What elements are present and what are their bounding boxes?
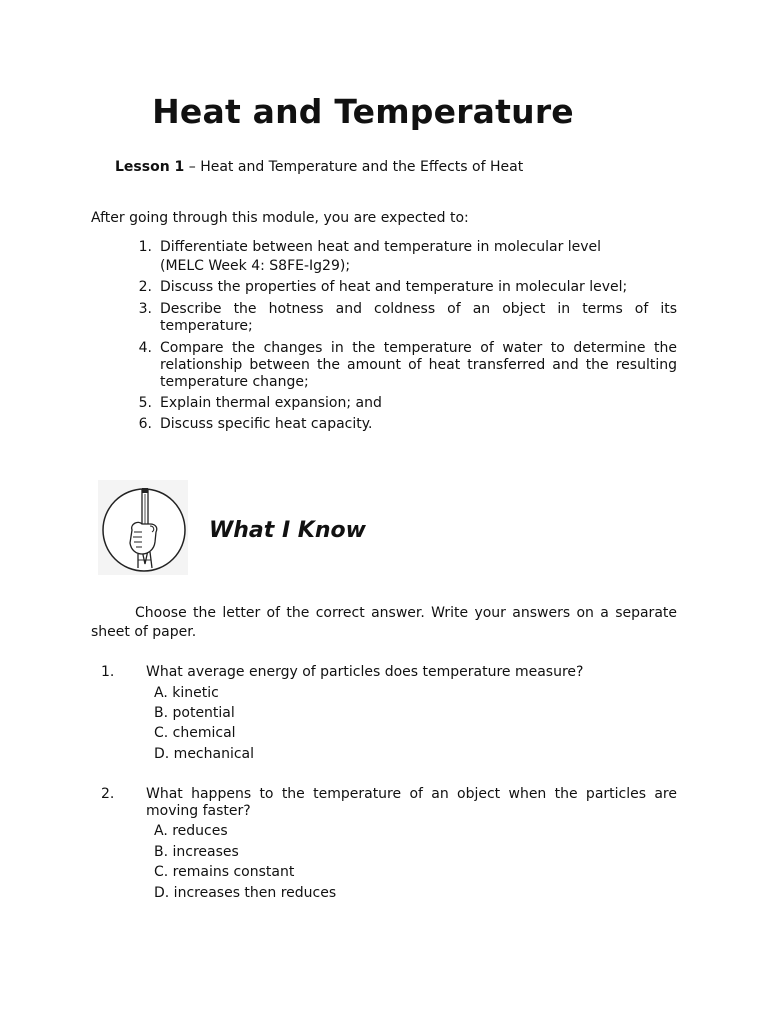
objective-item <box>130 416 677 433</box>
answer-option: A. reduces <box>154 823 228 839</box>
objective-number: 6. <box>138 416 152 432</box>
answer-option: D. mechanical <box>154 746 255 762</box>
objective-number: 2. <box>138 279 152 295</box>
objective-text: Differentiate between heat and temperature in molecular level <box>160 239 602 255</box>
objective-text: Discuss specific heat capacity. <box>160 416 373 432</box>
answer-option: B. increases <box>154 844 239 860</box>
question-text: What happens to the temperature of an object when the particles are moving faster? <box>146 786 677 819</box>
lesson-title: Heat and Temperature and the Effects of Heat <box>200 159 524 175</box>
section-title: What I Know <box>209 518 366 543</box>
objective-number: 4. <box>138 340 152 356</box>
question-number: 1. <box>101 664 115 680</box>
lesson-heading <box>115 159 523 175</box>
instructions-paragraph: Choose the letter of the correct answer. Write your answers on a separate sheet of paper. <box>91 605 677 640</box>
objective-code: (MELC Week 4: S8FE-Ig29); <box>160 258 351 274</box>
hand-holding-pencil-icon <box>98 480 188 575</box>
objective-number: 1. <box>138 239 152 255</box>
page-title: Heat and Temperature <box>152 92 574 131</box>
objective-text: Explain thermal expansion; and <box>160 395 382 411</box>
question-number: 2. <box>101 786 115 802</box>
answer-option: C. remains constant <box>154 864 295 880</box>
objective-text: Compare the changes in the temperature of water to determine the relationship between the amount of heat transferred and the resulting temperature change; <box>160 340 677 390</box>
objective-item <box>130 239 677 275</box>
objective-number: 5. <box>138 395 152 411</box>
lesson-label: Lesson 1 <box>115 159 185 175</box>
question-item <box>101 786 677 820</box>
answer-option: A. kinetic <box>154 685 219 701</box>
objective-item <box>130 340 677 391</box>
answer-option: C. chemical <box>154 725 236 741</box>
question-item <box>101 664 677 681</box>
answer-option: B. potential <box>154 705 235 721</box>
objective-item <box>130 395 677 412</box>
objectives-intro: After going through this module, you are expected to: <box>91 210 469 226</box>
answer-option: D. increases then reduces <box>154 885 337 901</box>
lesson-dash: – <box>188 159 196 175</box>
objective-text: Describe the hotness and coldness of an object in terms of its temperature; <box>160 301 677 334</box>
objective-item <box>130 301 677 335</box>
objective-number: 3. <box>138 301 152 317</box>
objective-item <box>130 279 677 296</box>
objective-text: Discuss the properties of heat and temperature in molecular level; <box>160 279 628 295</box>
question-text: What average energy of particles does temperature measure? <box>146 664 584 680</box>
